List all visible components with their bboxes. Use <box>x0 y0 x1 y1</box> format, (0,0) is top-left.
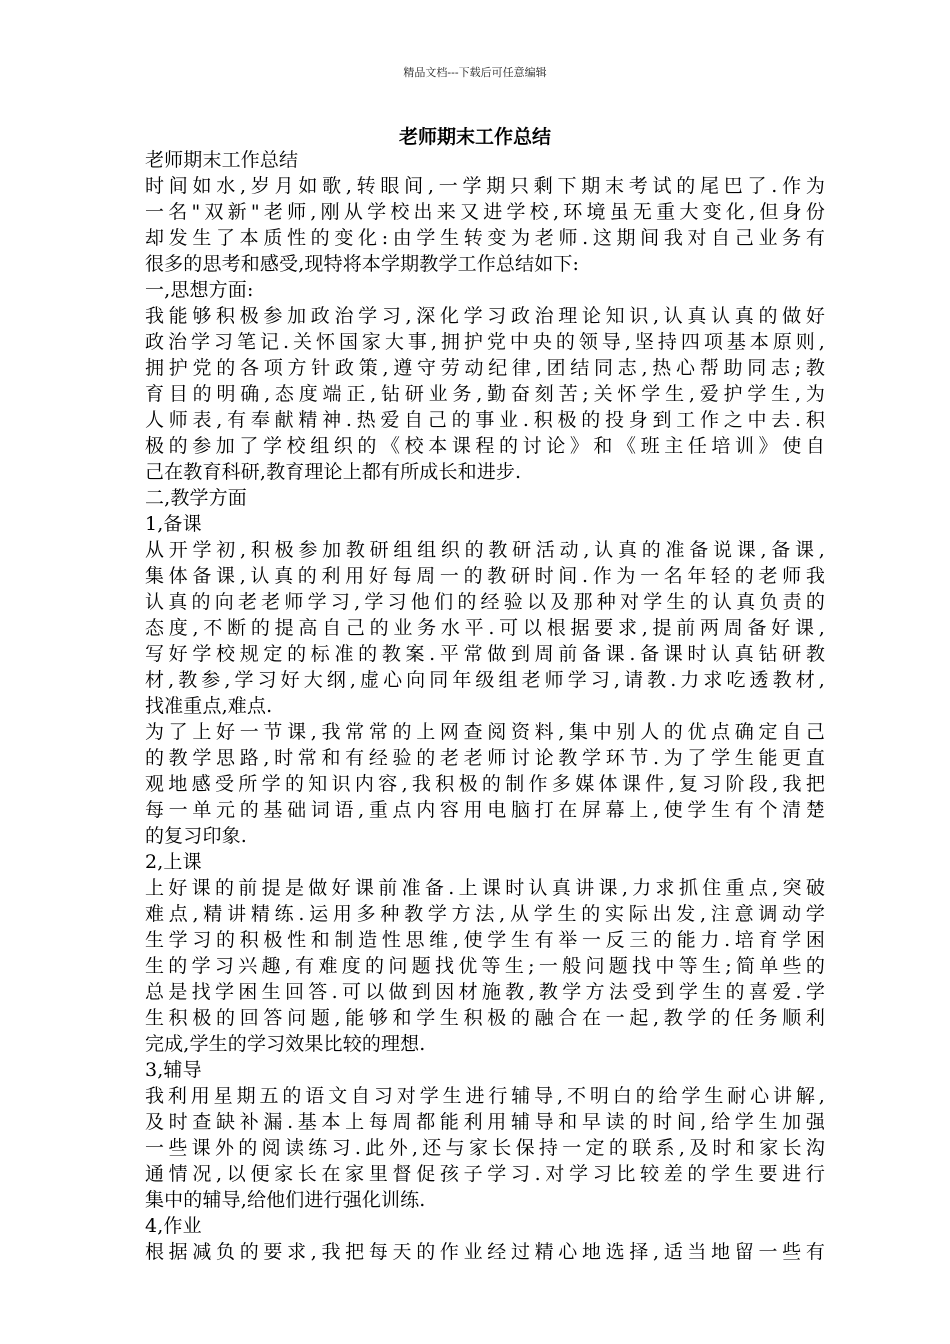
body-line: 为了上好一节课,我常常的上网查阅资料,集中别人的优点确定自己 <box>145 721 825 743</box>
body-line: 1,备课 <box>145 513 202 535</box>
body-line: 每一单元的基础词语,重点内容用电脑打在屏幕上,使学生有个清楚 <box>145 799 825 821</box>
body-line: 己在教育科研,教育理论上都有所成长和进步. <box>145 461 522 483</box>
body-line: 总是找学困生回答.可以做到因材施教,教学方法受到学生的喜爱.学 <box>145 981 825 1003</box>
body-line: 4,作业 <box>145 1215 202 1237</box>
body-line: 一名"双新"老师,刚从学校出来又进学校,环境虽无重大变化,但身份 <box>145 201 825 223</box>
document-body <box>145 147 825 1265</box>
body-line: 时间如水,岁月如歌,转眼间,一学期只剩下期末考试的尾巴了.作为 <box>145 175 825 197</box>
body-line: 完成,学生的学习效果比较的理想. <box>145 1033 426 1055</box>
header-note: 精品文档---下载后可任意编辑 <box>403 66 547 79</box>
body-line: 育目的明确,态度端正,钻研业务,勤奋刻苦;关怀学生,爱护学生,为 <box>145 383 825 405</box>
body-line: 人师表,有奉献精神.热爱自己的事业.积极的投身到工作之中去.积 <box>145 409 825 431</box>
body-line: 极的参加了学校组织的《校本课程的讨论》和《班主任培训》使自 <box>145 435 825 457</box>
body-line: 集体备课,认真的利用好每周一的教研时间.作为一名年轻的老师我 <box>145 565 825 587</box>
body-line: 认真的向老老师学习,学习他们的经验以及那种对学生的认真负责的 <box>145 591 825 613</box>
body-line: 我能够积极参加政治学习,深化学习政治理论知识,认真认真的做好 <box>145 305 825 327</box>
body-line: 写好学校规定的标准的教案.平常做到周前备课.备课时认真钻研教 <box>145 643 825 665</box>
body-line: 3,辅导 <box>145 1059 202 1081</box>
body-line: 却发生了本质性的变化:由学生转变为老师.这期间我对自己业务有 <box>145 227 825 249</box>
body-line: 生的学习兴趣,有难度的问题找优等生;一般问题找中等生;简单些的 <box>145 955 825 977</box>
body-line: 及时查缺补漏.基本上每周都能利用辅导和早读的时间,给学生加强 <box>145 1111 825 1133</box>
body-line: 老师期末工作总结 <box>145 149 299 171</box>
document-title: 老师期末工作总结 <box>398 126 551 148</box>
body-line: 的教学思路,时常和有经验的老老师讨论教学环节.为了学生能更直 <box>145 747 825 769</box>
body-line: 根据减负的要求,我把每天的作业经过精心地选择,适当地留一些有 <box>145 1241 825 1263</box>
body-line: 拥护党的各项方针政策,遵守劳动纪律,团结同志,热心帮助同志;教 <box>145 357 825 379</box>
body-line: 上好课的前提是做好课前准备.上课时认真讲课,力求抓住重点,突破 <box>145 877 825 899</box>
body-line: 找准重点,难点. <box>145 695 273 717</box>
body-line: 一些课外的阅读练习.此外,还与家长保持一定的联系,及时和家长沟 <box>145 1137 825 1159</box>
body-line: 材,教参,学习好大纲,虚心向同年级组老师学习,请教.力求吃透教材, <box>145 669 825 691</box>
body-line: 很多的思考和感受,现特将本学期教学工作总结如下: <box>145 253 580 275</box>
body-line: 一,思想方面: <box>145 279 254 301</box>
body-line: 通情况,以便家长在家里督促孩子学习.对学习比较差的学生要进行 <box>145 1163 825 1185</box>
body-line: 生学习的积极性和制造性思维,使学生有举一反三的能力.培育学困 <box>145 929 825 951</box>
body-line: 的复习印象. <box>145 825 247 847</box>
body-line: 生积极的回答问题,能够和学生积极的融合在一起,教学的任务顺利 <box>145 1007 825 1029</box>
body-line: 从开学初,积极参加教研组组织的教研活动,认真的准备说课,备课, <box>145 539 825 561</box>
body-line: 2,上课 <box>145 851 202 873</box>
body-line: 态度,不断的提高自己的业务水平.可以根据要求,提前两周备好课, <box>145 617 825 639</box>
body-line: 难点,精讲精练.运用多种教学方法,从学生的实际出发,注意调动学 <box>145 903 825 925</box>
body-line: 集中的辅导,给他们进行强化训练. <box>145 1189 426 1211</box>
body-line: 二,教学方面 <box>145 487 247 509</box>
body-line: 我利用星期五的语文自习对学生进行辅导,不明白的给学生耐心讲解, <box>145 1085 825 1107</box>
body-line: 观地感受所学的知识内容,我积极的制作多媒体课件,复习阶段,我把 <box>145 773 825 795</box>
body-line: 政治学习笔记.关怀国家大事,拥护党中央的领导,坚持四项基本原则, <box>145 331 825 353</box>
